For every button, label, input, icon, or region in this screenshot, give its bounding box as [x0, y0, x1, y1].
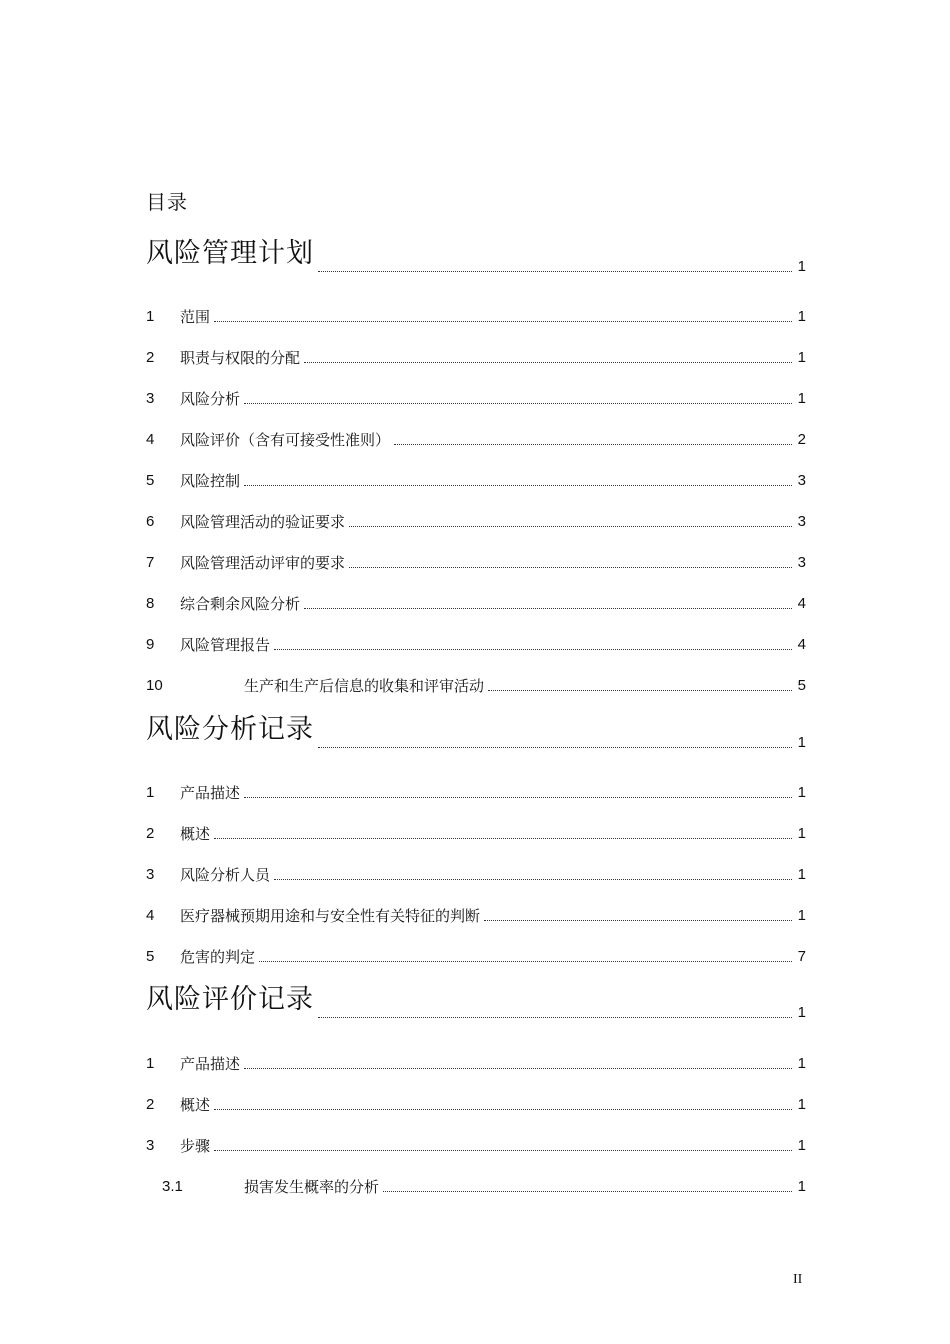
dot-leader [304, 607, 792, 609]
toc-entry-label: 范围 [180, 308, 211, 326]
toc-entry-label: 风险管理活动评审的要求 [180, 554, 346, 572]
toc-entry-number: 8 [146, 595, 155, 612]
toc-entry-label: 生产和生产后信息的收集和评审活动 [244, 677, 485, 695]
toc-entry-label: 概述 [180, 1096, 211, 1114]
toc-entry[interactable] [146, 1096, 806, 1114]
toc-entry-number: 3.1 [162, 1178, 183, 1195]
toc-entry-page: 1 [797, 1096, 806, 1113]
toc-entry-number: 7 [146, 554, 155, 571]
toc-entry-page: 1 [797, 1004, 806, 1021]
toc-entry-page: 1 [797, 734, 806, 751]
toc-entry-page: 3 [797, 472, 806, 489]
toc-section-entry[interactable] [146, 714, 806, 751]
toc-entry[interactable] [146, 1178, 806, 1196]
toc-entry[interactable] [146, 431, 806, 449]
toc-entry-label: 损害发生概率的分析 [244, 1178, 380, 1196]
toc-entry[interactable] [146, 866, 806, 884]
toc-entry-page: 1 [797, 390, 806, 407]
toc-entry-page: 1 [797, 1055, 806, 1072]
toc-entry-number: 3 [146, 866, 155, 883]
toc-entry-label: 职责与权限的分配 [180, 349, 301, 367]
toc-entry-page: 1 [797, 1178, 806, 1195]
dot-leader [484, 919, 792, 921]
toc-entry[interactable] [146, 907, 806, 925]
toc-entry[interactable] [146, 948, 806, 966]
toc-entry[interactable] [146, 349, 806, 367]
dot-leader [349, 566, 792, 568]
toc-entry-page: 7 [797, 948, 806, 965]
toc-entry-page: 1 [797, 784, 806, 801]
dot-leader [304, 361, 792, 363]
toc-entry-number: 4 [146, 907, 155, 924]
toc-entry[interactable] [146, 1055, 806, 1073]
toc-entry[interactable] [146, 472, 806, 490]
toc-entry-number: 3 [146, 1137, 155, 1154]
toc-title: 目录 [146, 190, 188, 214]
toc-entry-number: 5 [146, 472, 155, 489]
dot-leader [259, 960, 792, 962]
toc-entry-label: 风险分析 [180, 390, 241, 408]
toc-entry-number: 2 [146, 825, 155, 842]
toc-entry-page: 5 [797, 677, 806, 694]
toc-entry-number: 5 [146, 948, 155, 965]
page-number: II [793, 1272, 803, 1287]
dot-leader [244, 402, 792, 404]
dot-leader [214, 1149, 792, 1151]
dot-leader [394, 443, 792, 445]
toc-entry-number: 6 [146, 513, 155, 530]
toc-entry[interactable] [146, 595, 806, 613]
dot-leader [244, 1067, 792, 1069]
toc-entry-page: 1 [797, 349, 806, 366]
toc-entry-label: 危害的判定 [180, 948, 256, 966]
toc-entry-page: 2 [797, 431, 806, 448]
toc-entry-label: 综合剩余风险分析 [180, 595, 301, 613]
toc-entry-label: 风险评价（含有可接受性准则） [180, 431, 391, 449]
toc-entry-number: 9 [146, 636, 155, 653]
dot-leader [318, 270, 792, 272]
toc-entry-page: 1 [797, 308, 806, 325]
toc-entry-label: 风险管理计划 [146, 238, 314, 269]
toc-entry-page: 4 [797, 636, 806, 653]
dot-leader [244, 796, 792, 798]
toc-entry-number: 1 [146, 1055, 155, 1072]
toc-entry-page: 1 [797, 825, 806, 842]
toc-entry-number: 1 [146, 308, 155, 325]
toc-entry-number: 3 [146, 390, 155, 407]
toc-entry[interactable] [146, 825, 806, 843]
toc-entry[interactable] [146, 784, 806, 802]
dot-leader [214, 837, 792, 839]
toc-entry-number: 1 [146, 784, 155, 801]
dot-leader [274, 648, 792, 650]
toc-entry-page: 1 [797, 907, 806, 924]
toc-section-entry[interactable] [146, 984, 806, 1021]
toc-entry-label: 产品描述 [180, 1055, 241, 1073]
toc-entry[interactable] [146, 390, 806, 408]
toc-entry-label: 步骤 [180, 1137, 211, 1155]
toc-entry[interactable] [146, 636, 806, 654]
toc-entry-number: 2 [146, 1096, 155, 1113]
dot-leader [318, 1016, 792, 1018]
toc-entry-page: 3 [797, 513, 806, 530]
toc-entry-label: 风险控制 [180, 472, 241, 490]
dot-leader [214, 320, 792, 322]
toc-entry-page: 1 [797, 258, 806, 275]
dot-leader [244, 484, 792, 486]
toc-section-entry[interactable] [146, 238, 806, 275]
toc-entry-number: 2 [146, 349, 155, 366]
toc-entry[interactable] [146, 677, 806, 695]
dot-leader [349, 525, 792, 527]
toc-entry-label: 风险管理活动的验证要求 [180, 513, 346, 531]
dot-leader [318, 746, 792, 748]
toc-entry[interactable] [146, 308, 806, 326]
dot-leader [488, 689, 792, 691]
toc-entry-label: 概述 [180, 825, 211, 843]
toc-entry-page: 3 [797, 554, 806, 571]
dot-leader [274, 878, 792, 880]
toc-entry-number: 4 [146, 431, 155, 448]
dot-leader [383, 1190, 792, 1192]
dot-leader [214, 1108, 792, 1110]
toc-entry-label: 风险评价记录 [146, 984, 314, 1015]
toc-entry[interactable] [146, 1137, 806, 1155]
toc-entry-page: 1 [797, 1137, 806, 1154]
toc-entry-label: 医疗器械预期用途和与安全性有关特征的判断 [180, 907, 481, 925]
toc-entry-page: 1 [797, 866, 806, 883]
toc-entry-label: 风险分析记录 [146, 714, 314, 745]
toc-entry-label: 产品描述 [180, 784, 241, 802]
toc-entry-page: 4 [797, 595, 806, 612]
toc-entry[interactable] [146, 513, 806, 531]
toc-entry-number: 10 [146, 677, 163, 694]
toc-entry[interactable] [146, 554, 806, 572]
toc-entry-label: 风险分析人员 [180, 866, 271, 884]
toc-entry-label: 风险管理报告 [180, 636, 271, 654]
